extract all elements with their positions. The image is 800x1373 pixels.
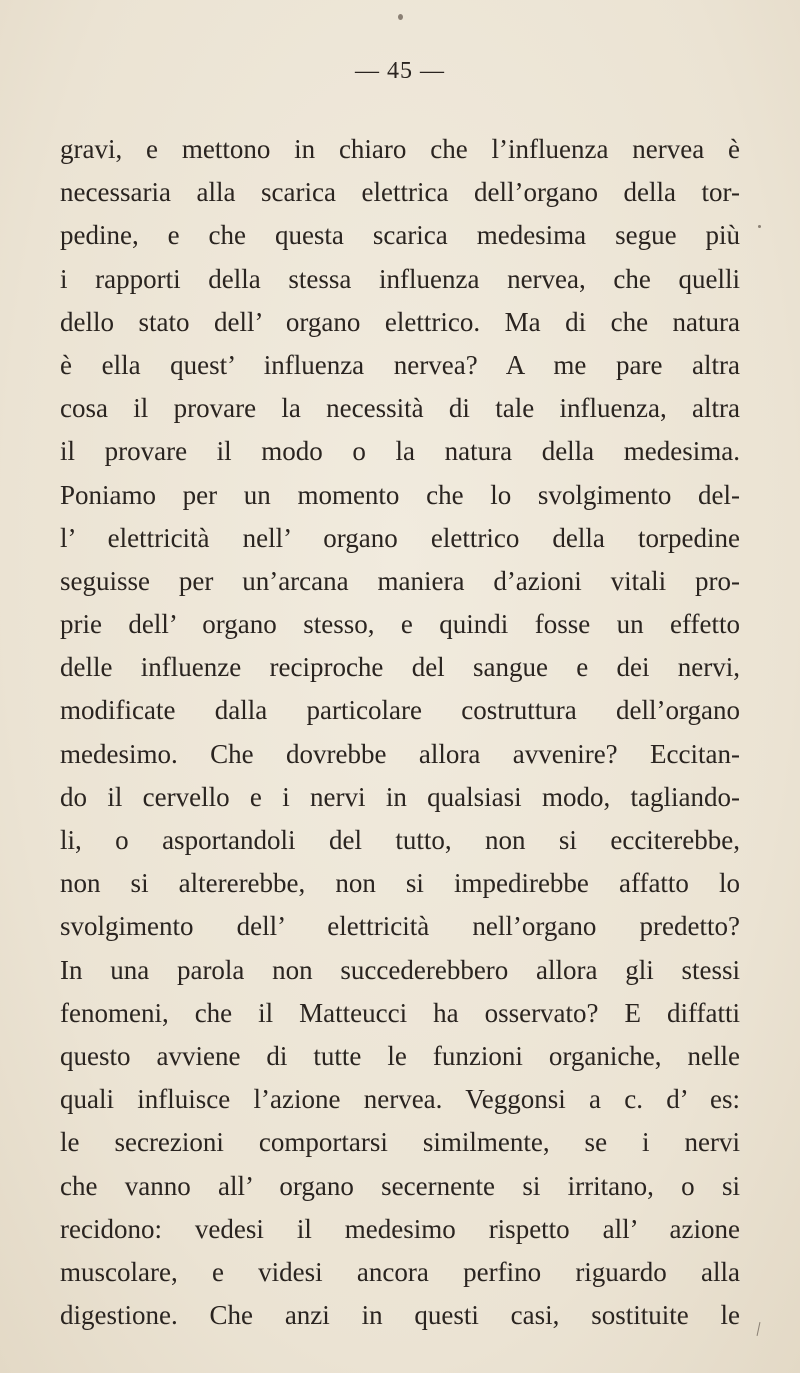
- text-line: delle influenze reciproche del sangue e dei nervi,: [60, 652, 740, 683]
- text-line: cosa il provare la necessità di tale influenza, altra: [60, 393, 740, 424]
- text-line: digestione. Che anzi in questi casi, sostituite le: [60, 1300, 740, 1331]
- text-line: seguisse per un’arcana maniera d’azioni vitali pro-: [60, 565, 740, 596]
- ink-speck: [757, 1322, 761, 1336]
- text-line: l’ elettricità nell’ organo elettrico della torpedine: [60, 522, 740, 553]
- text-line: dello stato dell’ organo elettrico. Ma di che natura: [60, 306, 740, 337]
- text-line: do il cervello e i nervi in qualsiasi modo, tagliando-: [60, 781, 740, 812]
- text-line: modificate dalla particolare costruttura dell’organo: [60, 695, 740, 726]
- ink-speck: [758, 225, 761, 228]
- text-line: le secrezioni comportarsi similmente, se i nervi: [60, 1127, 740, 1158]
- text-line: non si altererebbe, non si impedirebbe affatto lo: [60, 868, 740, 899]
- text-line: medesimo. Che dovrebbe allora avvenire? Eccitan-: [60, 738, 740, 769]
- text-line: fenomeni, che il Matteucci ha osservato? E diffatti: [60, 997, 740, 1028]
- page-number: — 45 —: [355, 58, 445, 84]
- text-line: che vanno all’ organo secernente si irritano, o si: [60, 1170, 740, 1201]
- text-line: i rapporti della stessa influenza nervea, che quelli: [60, 263, 740, 294]
- text-line: li, o asportandoli del tutto, non si ecciterebbe,: [60, 825, 740, 855]
- text-line: muscolare, e videsi ancora perfino riguardo alla: [60, 1256, 740, 1287]
- text-line: pedine, e che questa scarica medesima segue più: [60, 220, 740, 251]
- text-line: il provare il modo o la natura della medesima.: [60, 436, 740, 467]
- text-line: recidono: vedesi il medesimo rispetto all’ azione: [60, 1213, 740, 1244]
- text-line: gravi, e mettono in chiaro che l’influenza nervea è: [60, 134, 740, 164]
- text-line: quali influisce l’azione nervea. Veggonsi a c. d’ es:: [60, 1084, 740, 1115]
- text-line: necessaria alla scarica elettrica dell’organo della tor-: [60, 177, 740, 208]
- text-line: prie dell’ organo stesso, e quindi fosse un effetto: [60, 609, 740, 640]
- text-line: Poniamo per un momento che lo svolgimento del-: [60, 479, 740, 510]
- text-line: In una parola non succederebbero allora gli stessi: [60, 954, 740, 985]
- body-text: [60, 128, 740, 1337]
- ink-speck: [398, 14, 403, 20]
- text-line: è ella quest’ influenza nervea? A me pare altra: [60, 349, 740, 380]
- text-line: questo avviene di tutte le funzioni organiche, nelle: [60, 1040, 740, 1071]
- text-line: svolgimento dell’ elettricità nell’organo predetto?: [60, 911, 740, 942]
